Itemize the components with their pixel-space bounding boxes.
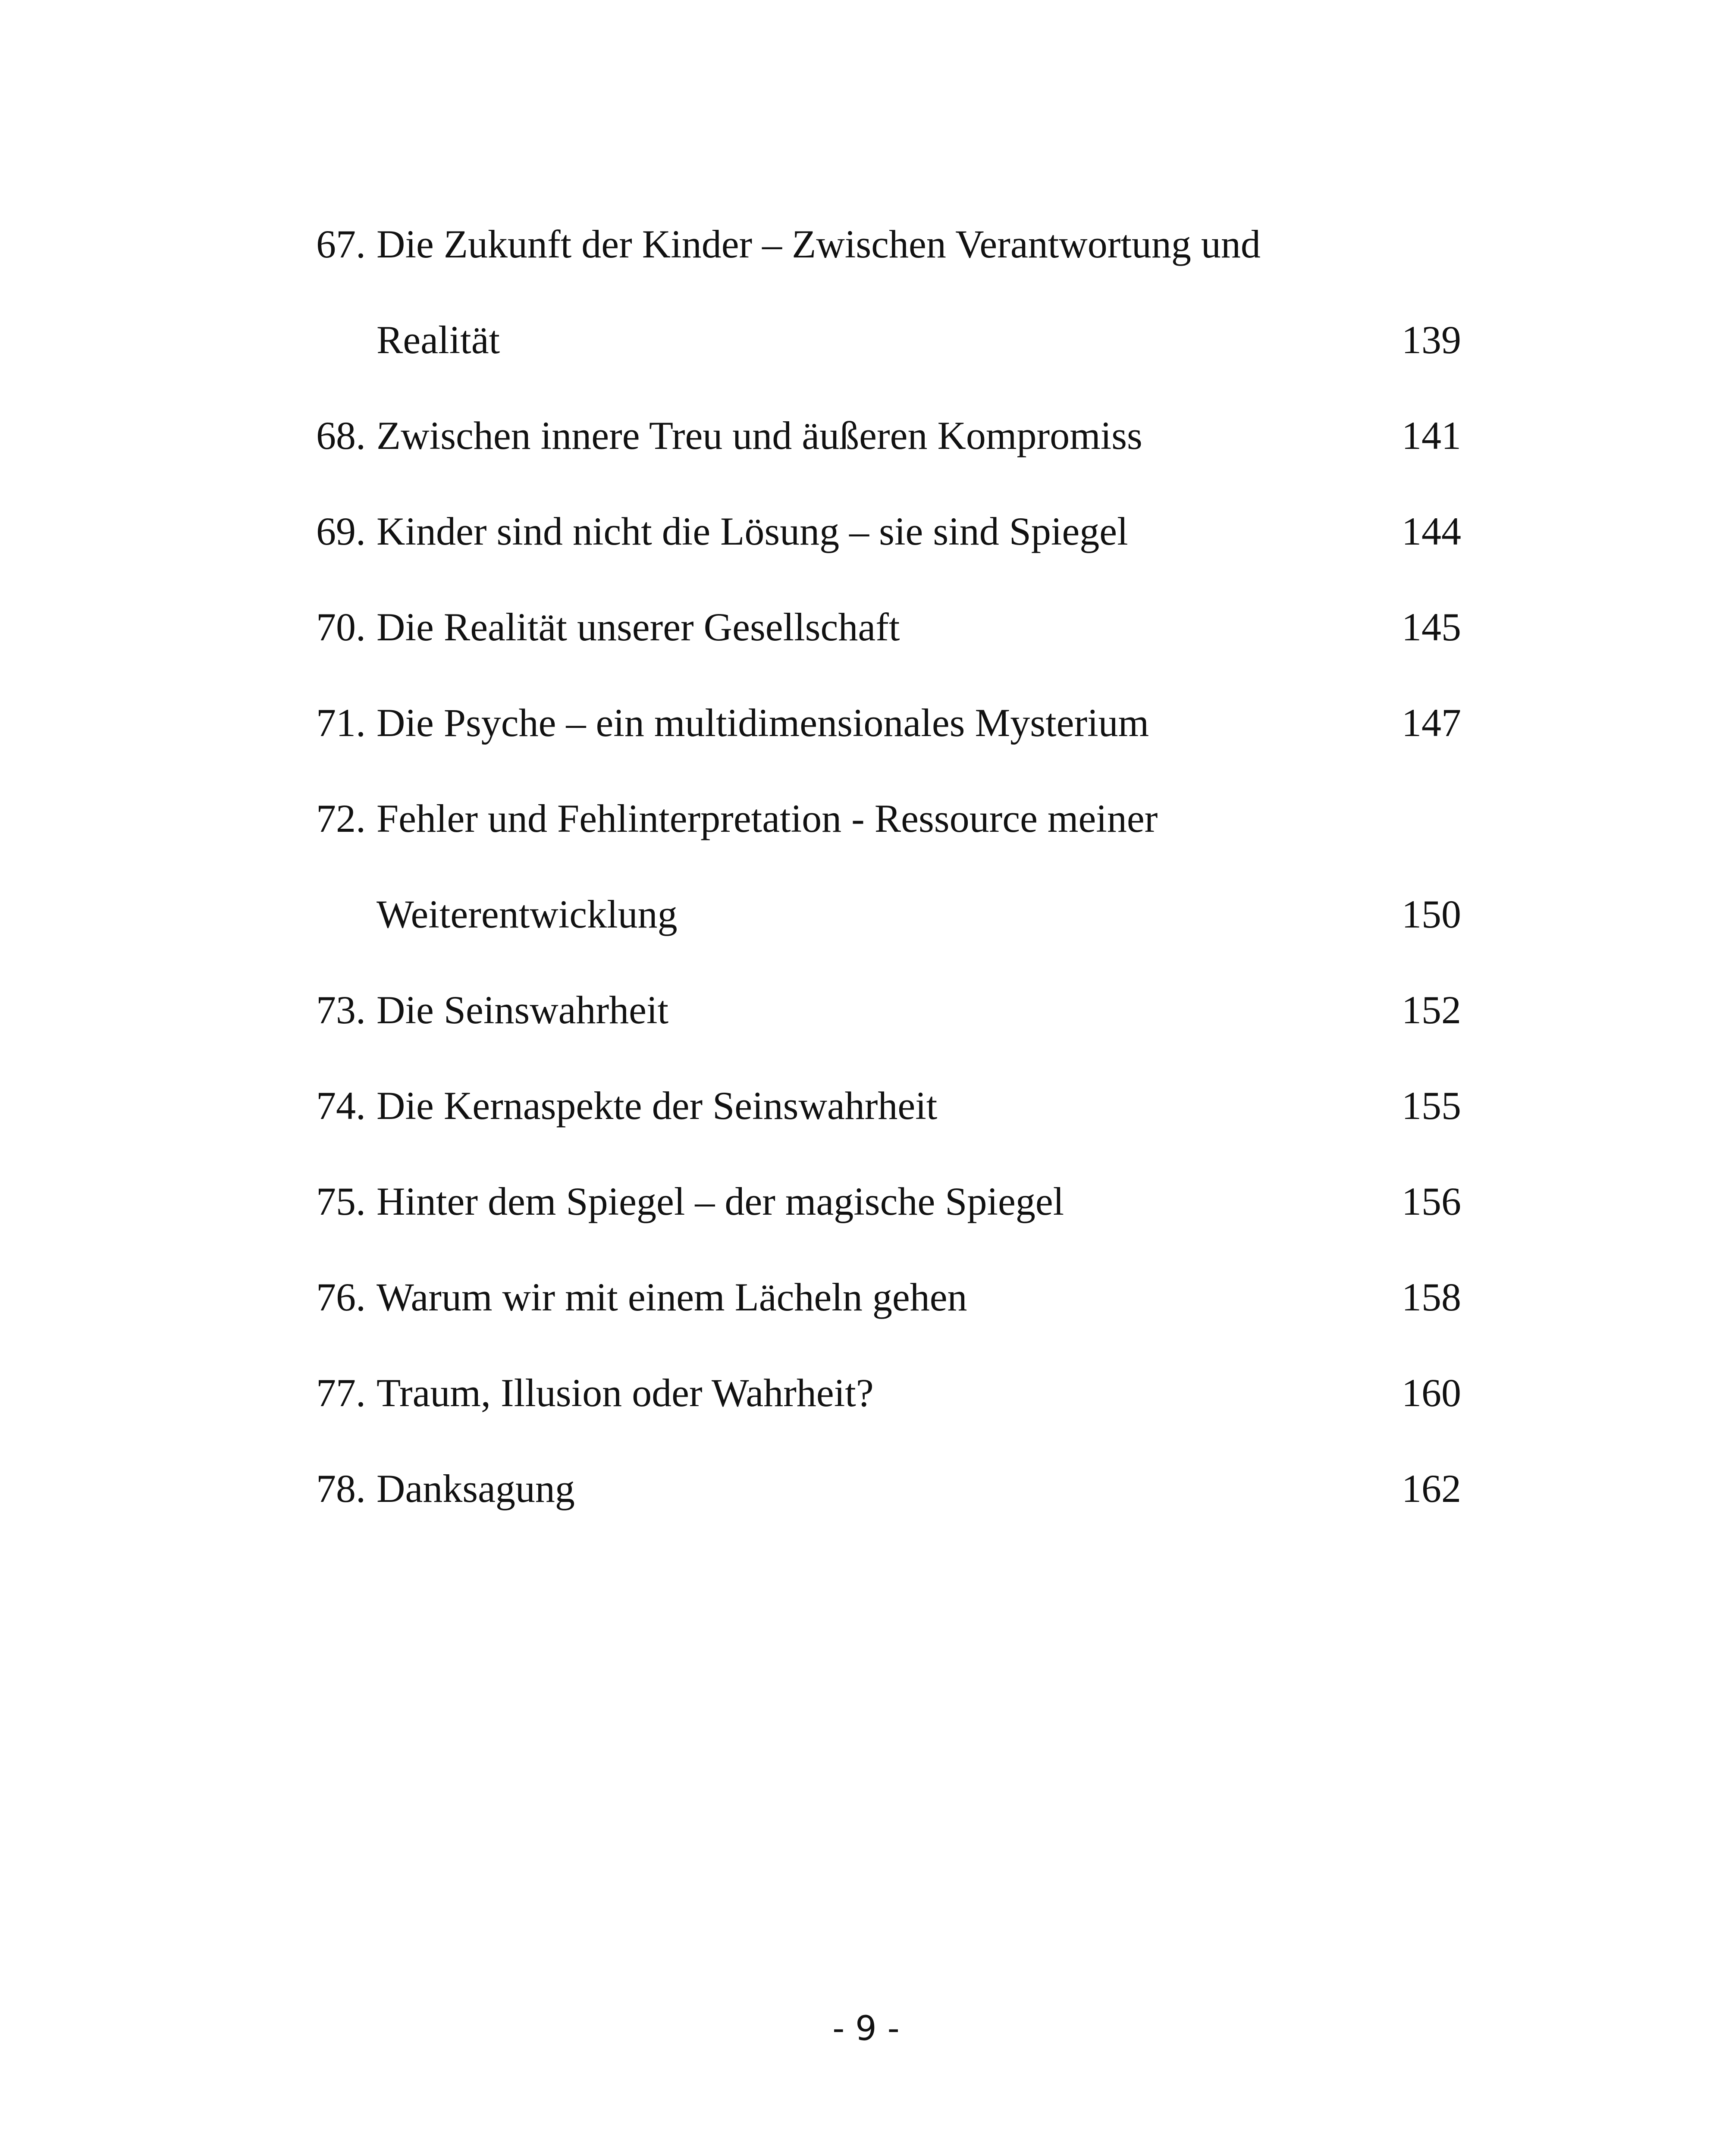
toc-entry-number: 68.	[316, 414, 366, 458]
toc-entry-line	[316, 771, 1481, 866]
toc-entry-page: 156	[1402, 1179, 1461, 1223]
toc-entry-number: 70.	[316, 605, 366, 649]
toc-entry-number: 77.	[316, 1371, 366, 1415]
toc-entry-page: 139	[1402, 318, 1461, 362]
toc-entry-title: Die Psyche – ein multidimensionales Mysterium	[377, 701, 1149, 745]
toc-entry-line	[316, 196, 1481, 292]
toc-entry-page: 145	[1402, 605, 1461, 649]
toc-entry-line	[316, 1441, 1481, 1536]
toc-entry-title: Hinter dem Spiegel – der magische Spiegel	[377, 1179, 1064, 1223]
toc-entry-number: 74.	[316, 1084, 366, 1128]
toc-entry-page: 160	[1402, 1371, 1461, 1415]
toc-entry-line	[316, 579, 1481, 675]
toc-entry-page: 144	[1402, 509, 1461, 553]
toc-entry-page: 158	[1402, 1275, 1461, 1319]
toc-entry-line	[316, 866, 1481, 962]
toc-entry-title: Warum wir mit einem Lächeln gehen	[377, 1275, 967, 1319]
toc-entry-page: 162	[1402, 1467, 1461, 1510]
toc-entry-number: 75.	[316, 1179, 366, 1223]
toc-entry-number: 76.	[316, 1275, 366, 1319]
toc-entry-title: Zwischen innere Treu und äußeren Kompromiss	[377, 414, 1142, 458]
toc-entry-title: Die Realität unserer Gesellschaft	[377, 605, 900, 649]
toc-entry-number: 71.	[316, 701, 366, 745]
toc-entry-line	[316, 483, 1481, 579]
toc-entry-number: 72.	[316, 796, 366, 840]
toc-entry-page: 155	[1402, 1084, 1461, 1128]
toc-entry-line	[316, 292, 1481, 388]
toc-entry-page: 141	[1402, 414, 1461, 458]
toc-entry-page: 152	[1402, 988, 1461, 1032]
toc-entry-title: Realität	[377, 318, 500, 362]
toc-entry-title: Kinder sind nicht die Lösung – sie sind Spiegel	[377, 509, 1128, 553]
toc-entry-page: 147	[1402, 701, 1461, 745]
toc-entry-line	[316, 388, 1481, 483]
toc-entry-line	[316, 962, 1481, 1058]
toc-entry-title: Weiterentwicklung	[377, 892, 678, 936]
page-number-footer: - 9 -	[832, 2009, 900, 2048]
toc-entry-line	[316, 1345, 1481, 1441]
toc-entry-line	[316, 1058, 1481, 1153]
toc-entry-line	[316, 675, 1481, 771]
toc-entry-title: Die Zukunft der Kinder – Zwischen Verantwortung und	[377, 222, 1261, 266]
toc-entry-line	[316, 1153, 1481, 1249]
toc-entry-title: Die Seinswahrheit	[377, 988, 669, 1032]
table-of-contents	[316, 196, 1481, 1536]
toc-entry-line	[316, 1249, 1481, 1345]
toc-entry-title: Traum, Illusion oder Wahrheit?	[377, 1371, 874, 1415]
toc-entry-number: 67.	[316, 222, 366, 266]
toc-entry-number: 78.	[316, 1467, 366, 1510]
toc-entry-title: Die Kernaspekte der Seinswahrheit	[377, 1084, 938, 1128]
toc-entry-title: Fehler und Fehlinterpretation - Ressource meiner	[377, 796, 1158, 840]
toc-entry-number: 73.	[316, 988, 366, 1032]
toc-entry-title: Danksagung	[377, 1467, 575, 1510]
toc-entry-page: 150	[1402, 892, 1461, 936]
toc-entry-number: 69.	[316, 509, 366, 553]
